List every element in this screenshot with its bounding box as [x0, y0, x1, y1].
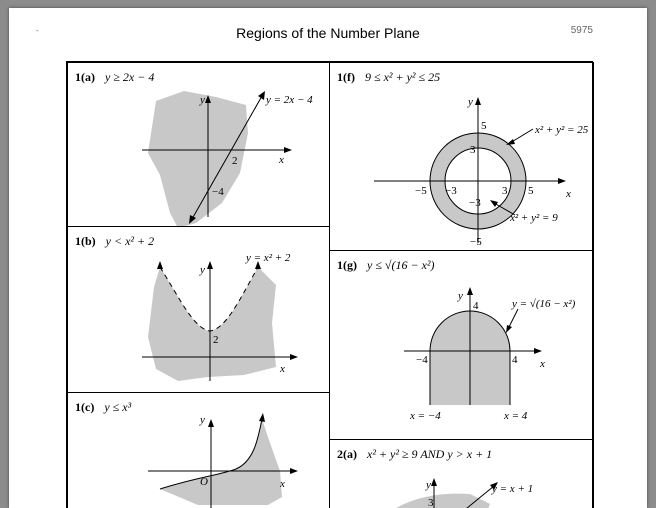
graph-1b	[68, 227, 330, 393]
svg-text:y = √(16 − x²): y = √(16 − x²)	[512, 298, 576, 310]
svg-text:y: y	[468, 96, 473, 108]
svg-text:3: 3	[428, 497, 434, 508]
svg-text:−4: −4	[212, 186, 224, 198]
page-title: Regions of the Number Plane	[236, 25, 420, 41]
problem-2a	[329, 439, 594, 508]
problem-label: 1(b) y < x² + 2	[75, 234, 155, 248]
problem-1b	[67, 226, 330, 393]
svg-text:5: 5	[528, 185, 534, 197]
svg-text:−5: −5	[415, 185, 427, 197]
svg-text:2: 2	[232, 155, 238, 167]
svg-text:x: x	[566, 188, 571, 200]
worksheet-code: 5975	[570, 25, 593, 36]
graph-1g	[330, 251, 594, 440]
svg-text:−3: −3	[469, 197, 481, 209]
svg-text:−5: −5	[470, 236, 482, 248]
problem-label: 1(c) y ≤ x³	[75, 400, 132, 414]
svg-text:y: y	[200, 264, 205, 276]
svg-text:x² + y² = 25: x² + y² = 25	[535, 124, 589, 136]
svg-text:x: x	[540, 358, 545, 370]
svg-text:y: y	[200, 414, 205, 426]
svg-text:x = −4: x = −4	[410, 410, 441, 422]
svg-text:O: O	[200, 476, 208, 488]
svg-text:y: y	[200, 94, 205, 106]
worksheet-page	[9, 8, 647, 508]
svg-text:2: 2	[213, 334, 219, 346]
svg-text:4: 4	[473, 300, 479, 312]
svg-text:−3: −3	[445, 185, 457, 197]
svg-text:y: y	[458, 290, 463, 302]
svg-text:−4: −4	[416, 354, 428, 366]
problem-1a	[67, 62, 330, 227]
svg-text:x = 4: x = 4	[504, 410, 528, 422]
problem-1g	[329, 250, 594, 440]
svg-text:y = 2x − 4: y = 2x − 4	[266, 94, 313, 106]
problem-label: 1(a) y ≥ 2x − 4	[75, 70, 155, 84]
svg-text:x: x	[279, 154, 284, 166]
problem-label: 2(a) x² + y² ≥ 9 AND y > x + 1	[337, 447, 493, 461]
svg-text:3: 3	[502, 185, 508, 197]
svg-text:3: 3	[470, 144, 476, 156]
svg-text:y = x + 1: y = x + 1	[492, 483, 534, 495]
problem-1c	[67, 392, 330, 508]
problem-grid	[66, 61, 593, 508]
graph-1f	[330, 63, 594, 251]
svg-text:x² + y² = 9: x² + y² = 9	[510, 212, 558, 224]
problem-1f	[329, 62, 594, 251]
svg-text:x: x	[280, 478, 285, 490]
svg-text:x: x	[280, 363, 285, 375]
svg-text:y: y	[426, 479, 431, 491]
problem-label: 1(g) y ≤ √(16 − x²)	[337, 258, 435, 272]
graph-1a	[68, 63, 330, 227]
svg-text:4: 4	[512, 354, 518, 366]
svg-text:5: 5	[481, 120, 487, 132]
svg-text:y = x² + 2: y = x² + 2	[246, 252, 291, 264]
problem-label: 1(f) 9 ≤ x² + y² ≤ 25	[337, 70, 441, 84]
corner-mark: -	[36, 26, 39, 35]
